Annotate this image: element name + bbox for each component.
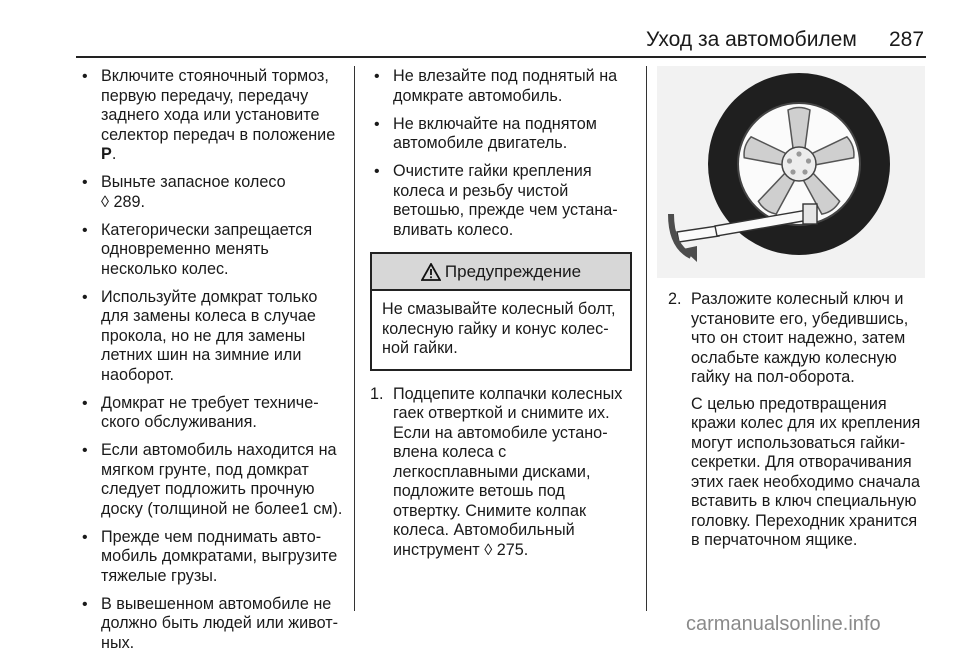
warning-header <box>372 254 630 291</box>
safety-bullet-list-2 <box>370 67 632 240</box>
bullet-item: • Прежде чем поднимать авто- мобиль домкратами, выгрузите тяжелые грузы. <box>78 528 343 587</box>
header-title: Уход за автомобилем <box>646 28 857 51</box>
step-number: 2. <box>668 290 682 308</box>
bullet-item: • Выньте запасное колесо ◊ 289. <box>78 173 343 212</box>
column-divider-right <box>646 66 647 611</box>
column-1 <box>78 67 343 662</box>
bullet-item: • Очистите гайки крепления колеса и резьбу чистой ветошью, прежде чем устана- вливать колесо. <box>370 162 632 240</box>
step-number: 1. <box>370 384 384 403</box>
warning-title: Предупреждение <box>444 261 582 281</box>
step-list-2 <box>668 290 930 551</box>
column-2 <box>370 67 632 569</box>
watermark: carmanualsonline.info <box>686 613 881 635</box>
page-number: 287 <box>889 28 925 51</box>
bullet-item: • Не влезайте под поднятый на домкрате автомобиль. <box>370 67 632 106</box>
step-list <box>370 385 632 561</box>
step-1: 1. Подцепите колпачки колесных гаек отверткой и снимите их. Если на автомобиле устано- влена колеса с легкосплавными дисками, подложите ветошь под отвертку. Снимите колпак колеса. Автомобильный инструмент ◊ 275. <box>370 384 623 559</box>
warning-triangle-icon <box>421 263 441 281</box>
bullet-item: • Включите стояночный тормоз, первую передачу, передачу заднего хода или установите селектор передач в положение P. <box>78 67 343 165</box>
step-2 <box>668 290 930 551</box>
bullet-item: • Категорически запрещается одновременно менять несколько колес. <box>78 221 343 280</box>
warning-box <box>370 252 632 371</box>
gear-position-p: P <box>101 145 112 163</box>
safety-bullet-list <box>78 67 343 653</box>
column-3 <box>668 290 930 559</box>
bullet-item: • Если автомобиль находится на мягком грунте, под домкрат следует подложить прочную доску (толщиной не более1 см). <box>78 441 343 519</box>
bullet-item: • Используйте домкрат только для замены колеса в случае прокола, но не для замены летних шин на зимние или наоборот. <box>78 288 343 386</box>
reference-arrow-icon: ◊ <box>484 540 493 559</box>
bullet-item: • В вывешенном автомобиле не должно быть людей или живот- ных. <box>78 595 343 654</box>
header-rule <box>76 56 926 58</box>
bullet-item: • Не включайте на поднятом автомобиле двигатель. <box>370 115 632 154</box>
bullet-item: • Домкрат не требует техниче- ского обслуживания. <box>78 394 343 433</box>
step-2-text: Разложите колесный ключ и установите его, убедившись, что он стоит надежно, затем ослабьте каждую колесную гайку на пол-оборота. <box>691 290 909 386</box>
page-reference: 289. <box>113 192 146 211</box>
page-reference: 275. <box>496 540 529 559</box>
warning-body: Не смазывайте колесный болт, колесную гайку и конус колес- ной гайки. <box>382 300 616 357</box>
reference-arrow-icon: ◊ <box>101 192 109 211</box>
column-divider-left <box>354 66 355 611</box>
wheel-wrench-figure <box>657 66 925 278</box>
step-2-note: С целью предотвращения кражи колес для их крепления могут использоваться гайки- секретки. Для отворачивания этих гаек необходимо сначала вставить в ключ специальную головку. Переходник хранится в перчаточном ящике. <box>691 394 921 549</box>
